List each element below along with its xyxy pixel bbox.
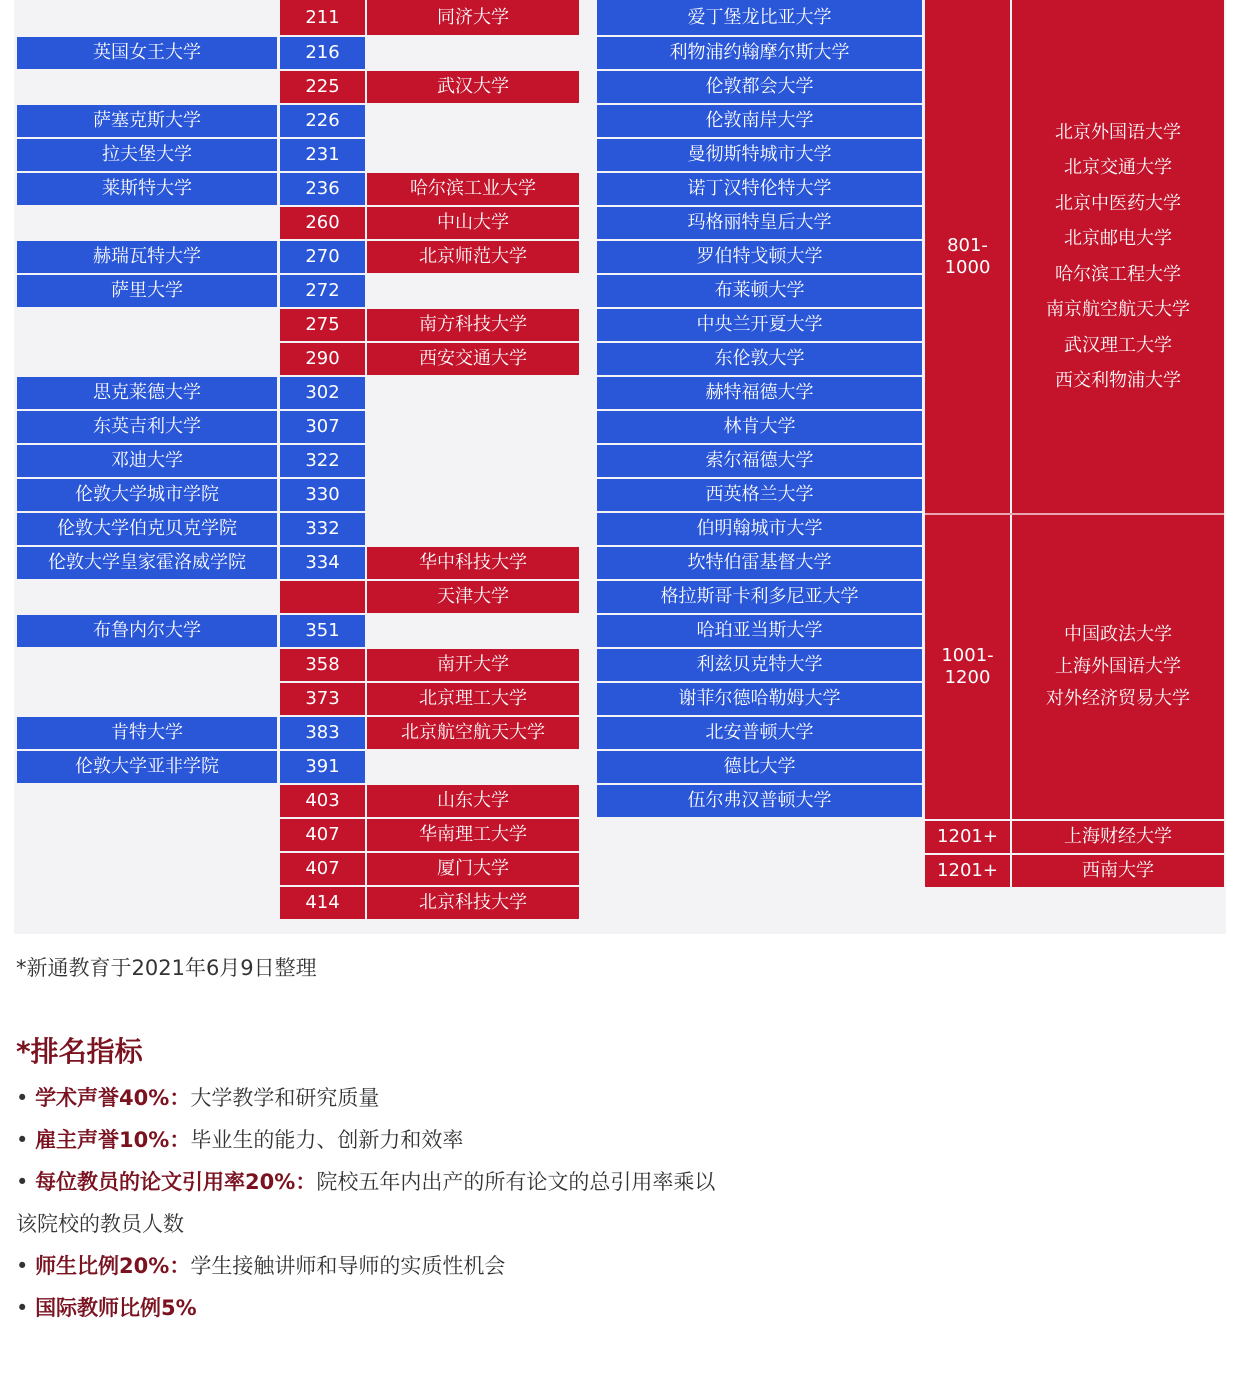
rank-cell: 260 [280, 207, 365, 239]
rank-cell: 307 [280, 411, 365, 443]
criterion-text: 大学教学和研究质量 [190, 1086, 380, 1110]
cn-university-cell: 厦门大学 [367, 853, 579, 885]
criteria-title: *排名指标 [16, 1035, 143, 1068]
cn-university-name: 武汉理工大学 [1064, 334, 1172, 356]
criterion-text: 毕业生的能力、创新力和效率 [190, 1128, 464, 1152]
rank-range-cell: 1201+ [925, 855, 1010, 887]
uk-university-cell-right: 德比大学 [597, 751, 922, 783]
rank-cell: 272 [280, 275, 365, 307]
cn-university-cell: 北京理工大学 [367, 683, 579, 715]
criterion-label: 学术声誉40%： [35, 1086, 191, 1110]
cn-university-group [1012, 515, 1224, 819]
cn-university-cell: 华南理工大学 [367, 819, 579, 851]
rank-cell: 275 [280, 309, 365, 341]
uk-university-cell: 肯特大学 [17, 717, 277, 749]
uk-university-cell-right: 索尔福德大学 [597, 445, 922, 477]
cn-university-name: 北京邮电大学 [1064, 228, 1172, 249]
cn-university-name: 西交利物浦大学 [1055, 370, 1181, 391]
criterion-citations: • 每位教员的论文引用率20%：院校五年内出产的所有论文的总引用率乘以 该院校的教员人数 [16, 1170, 716, 1236]
rank-cell: 330 [280, 479, 365, 511]
cn-university-name: 对外经济贸易大学 [1046, 688, 1190, 709]
source-note: *新通教育于2021年6月9日整理 [16, 956, 317, 980]
cn-university-name: 中国政法大学 [1064, 624, 1172, 645]
rank-cell: 270 [280, 241, 365, 273]
uk-university-cell-right: 曼彻斯特城市大学 [597, 139, 922, 171]
rank-cell: 322 [280, 445, 365, 477]
cn-university-name: 哈尔滨工程大学 [1055, 263, 1181, 285]
criterion-academic: • 学术声誉40%：大学教学和研究质量 [16, 1086, 380, 1110]
rank-cell: 358 [280, 649, 365, 681]
cn-university-cell: 武汉大学 [367, 71, 579, 103]
rank-range-text: 801- [947, 234, 988, 256]
cn-university-name: 北京外国语大学 [1055, 121, 1181, 143]
uk-university-cell: 布鲁内尔大学 [17, 615, 277, 647]
rank-cell: 383 [280, 717, 365, 749]
uk-university-cell-right: 坎特伯雷基督大学 [597, 547, 922, 579]
uk-university-cell: 萨里大学 [17, 275, 277, 307]
rank-cell [280, 581, 365, 613]
cn-university-name: 南京航空航天大学 [1046, 299, 1190, 320]
cn-university-cell: 山东大学 [367, 785, 579, 817]
uk-university-cell-right: 格拉斯哥卡利多尼亚大学 [597, 581, 922, 613]
rank-cell: 373 [280, 683, 365, 715]
rank-cell: 302 [280, 377, 365, 409]
rank-cell: 407 [280, 819, 365, 851]
cn-university-cell: 南开大学 [367, 649, 579, 681]
rank-range-cell: 1201+ [925, 821, 1010, 853]
cn-university-cell: 上海财经大学 [1012, 821, 1224, 853]
criterion-international: • 国际教师比例5% [16, 1296, 197, 1320]
cn-university-cell: 北京科技大学 [367, 887, 579, 919]
rank-cell: 236 [280, 173, 365, 205]
rank-cell: 351 [280, 615, 365, 647]
uk-university-cell: 拉夫堡大学 [17, 139, 277, 171]
uk-university-cell: 伦敦大学皇家霍洛威学院 [17, 547, 277, 579]
uk-university-cell-right: 林肯大学 [597, 411, 922, 443]
rank-cell: 225 [280, 71, 365, 103]
uk-university-cell-right: 伯明翰城市大学 [597, 513, 922, 545]
uk-university-cell-right: 东伦敦大学 [597, 343, 922, 375]
criterion-text: 院校五年内出产的所有论文的总引用率乘以 [316, 1170, 716, 1194]
criterion-text-continued: 该院校的教员人数 [16, 1212, 184, 1236]
rank-cell: 403 [280, 785, 365, 817]
criterion-label: 师生比例20%： [35, 1254, 191, 1278]
rank-cell: 226 [280, 105, 365, 137]
rank-cell: 407 [280, 853, 365, 885]
uk-university-cell-right: 罗伯特戈顿大学 [597, 241, 922, 273]
rank-range-text: 1200 [944, 667, 991, 688]
rank-cell: 211 [280, 0, 365, 35]
criterion-label: 每位教员的论文引用率20%： [35, 1170, 317, 1194]
cn-university-name: 北京中医药大学 [1055, 192, 1181, 214]
criterion-label: 国际教师比例5% [35, 1296, 197, 1320]
cn-university-name: 上海外国语大学 [1055, 656, 1181, 677]
uk-university-cell: 赫瑞瓦特大学 [17, 241, 277, 273]
uk-university-cell-right: 利兹贝克特大学 [597, 649, 922, 681]
rank-cell: 334 [280, 547, 365, 579]
cn-university-cell: 北京师范大学 [367, 241, 579, 273]
cn-university-name: 北京交通大学 [1064, 157, 1172, 178]
cn-university-cell: 华中科技大学 [367, 547, 579, 579]
rank-cell: 414 [280, 887, 365, 919]
uk-university-cell-right: 北安普顿大学 [597, 717, 922, 749]
group-divider [925, 513, 1224, 515]
rank-range-text: 1001- [941, 645, 994, 666]
uk-university-cell-right: 伦敦南岸大学 [597, 105, 922, 137]
rank-range-text: 1000 [944, 256, 991, 278]
cn-university-cell: 同济大学 [367, 0, 579, 35]
uk-university-cell: 莱斯特大学 [17, 173, 277, 205]
uk-university-cell-right: 伦敦都会大学 [597, 71, 922, 103]
uk-university-cell: 萨塞克斯大学 [17, 105, 277, 137]
uk-university-cell: 伦敦大学亚非学院 [17, 751, 277, 783]
cn-university-cell: 天津大学 [367, 581, 579, 613]
uk-university-cell-right: 赫特福德大学 [597, 377, 922, 409]
rank-cell: 391 [280, 751, 365, 783]
uk-university-cell: 伦敦大学伯克贝克学院 [17, 513, 277, 545]
uk-university-cell-right: 哈珀亚当斯大学 [597, 615, 922, 647]
uk-university-cell: 邓迪大学 [17, 445, 277, 477]
uk-university-cell-right: 西英格兰大学 [597, 479, 922, 511]
cn-university-cell: 中山大学 [367, 207, 579, 239]
criterion-text: 学生接触讲师和导师的实质性机会 [190, 1254, 506, 1278]
rank-cell: 231 [280, 139, 365, 171]
cn-university-cell: 西安交通大学 [367, 343, 579, 375]
cn-university-cell: 西南大学 [1012, 855, 1224, 887]
uk-university-cell: 思克莱德大学 [17, 377, 277, 409]
uk-university-cell: 东英吉利大学 [17, 411, 277, 443]
rank-range-group [925, 0, 1010, 513]
uk-university-cell-right: 利物浦约翰摩尔斯大学 [597, 37, 922, 69]
uk-university-cell-right: 布莱顿大学 [597, 275, 922, 307]
criterion-ratio: • 师生比例20%：学生接触讲师和导师的实质性机会 [16, 1254, 506, 1278]
uk-university-cell: 伦敦大学城市学院 [17, 479, 277, 511]
rank-range-group [925, 515, 1010, 819]
uk-university-cell-right: 爱丁堡龙比亚大学 [597, 0, 922, 35]
cn-university-cell: 哈尔滨工业大学 [367, 173, 579, 205]
cn-university-cell: 北京航空航天大学 [367, 717, 579, 749]
uk-university-cell-right: 谢菲尔德哈勒姆大学 [597, 683, 922, 715]
uk-university-cell-right: 诺丁汉特伦特大学 [597, 173, 922, 205]
criterion-employer: • 雇主声誉10%：毕业生的能力、创新力和效率 [16, 1128, 464, 1152]
uk-university-cell-right: 中央兰开夏大学 [597, 309, 922, 341]
cn-university-cell: 南方科技大学 [367, 309, 579, 341]
uk-university-cell-right: 玛格丽特皇后大学 [597, 207, 922, 239]
rank-cell: 332 [280, 513, 365, 545]
uk-university-cell-right: 伍尔弗汉普顿大学 [597, 785, 922, 817]
cn-university-group [1012, 0, 1224, 513]
rank-cell: 290 [280, 343, 365, 375]
criterion-label: 雇主声誉10%： [35, 1128, 191, 1152]
rank-cell: 216 [280, 37, 365, 69]
uk-university-cell: 英国女王大学 [17, 37, 277, 69]
